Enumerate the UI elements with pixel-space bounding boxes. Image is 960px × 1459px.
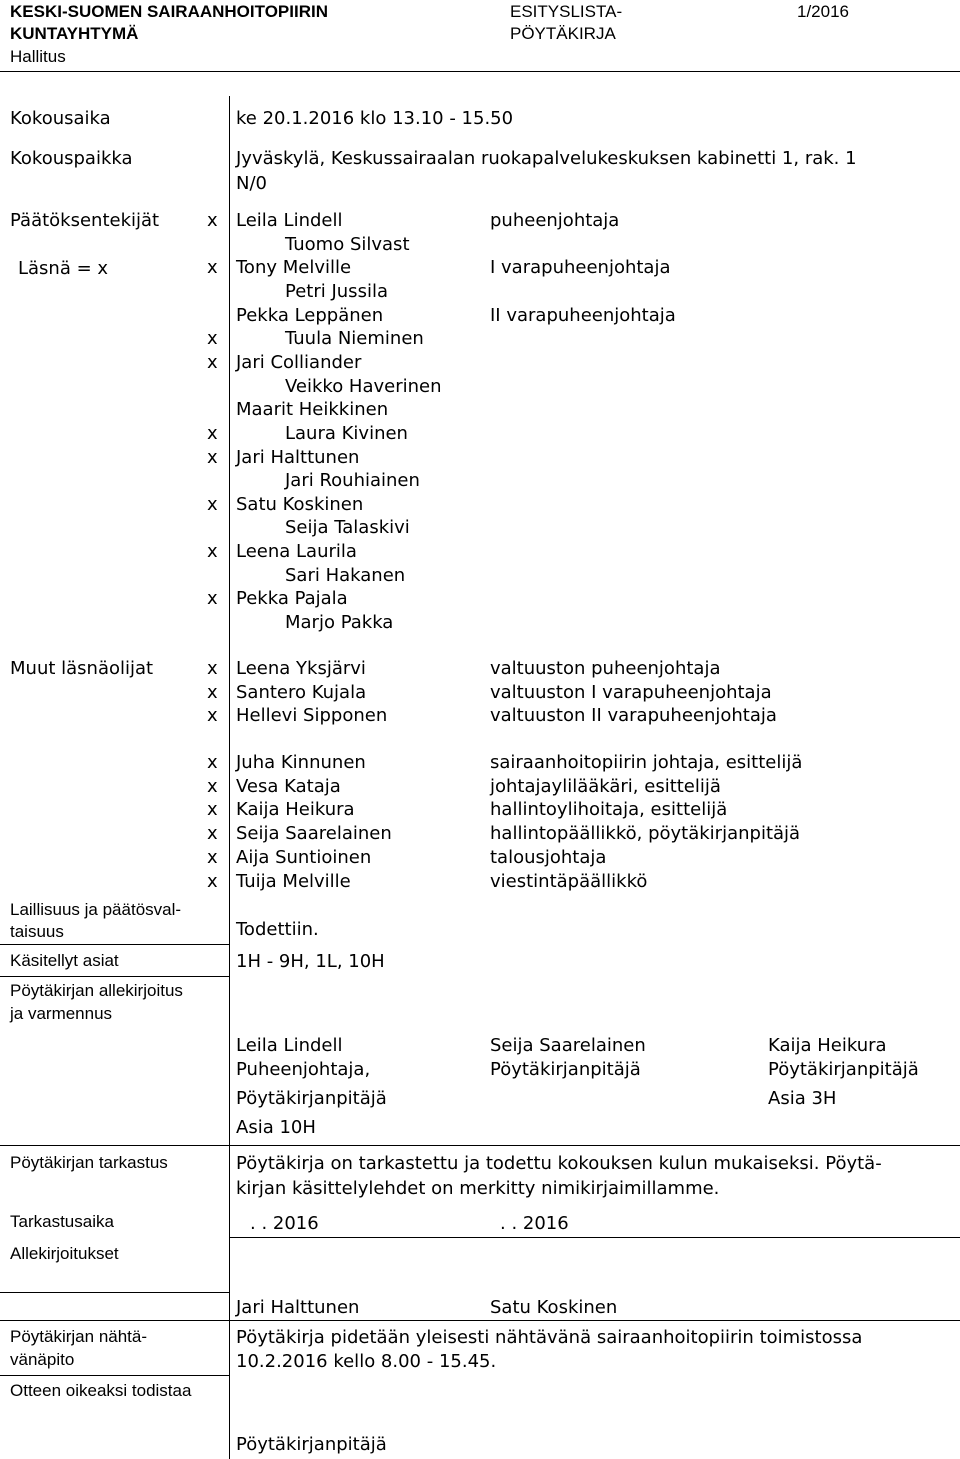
member-name: Satu Koskinen xyxy=(236,493,364,515)
display-divider xyxy=(0,1375,229,1376)
member-name: Pekka Pajala xyxy=(236,588,348,610)
meeting-time-label: Kokousaika xyxy=(10,108,111,129)
official-presence-mark: x xyxy=(207,823,218,845)
official-presence-mark: x xyxy=(207,775,218,797)
official-name: Juha Kinnunen xyxy=(236,752,366,773)
organization-body: Hallitus xyxy=(10,47,66,66)
signing-label: Pöytäkirjan allekirjoitus xyxy=(10,981,183,1000)
official-presence-mark: x xyxy=(207,846,218,868)
official-presence-mark: x xyxy=(207,752,218,773)
official-presence-mark: x xyxy=(207,799,218,821)
display-text-cont: 10.2.2016 kello 8.00 - 15.45. xyxy=(236,1351,497,1372)
meeting-place-value: Jyväskylä, Keskussairaalan ruokapalvelukeskuksen kabinetti 1, rak. 1 xyxy=(236,148,857,169)
official-role: sairaanhoitopiirin johtaja, esittelijä xyxy=(490,752,803,773)
official-name: Seija Saarelainen xyxy=(236,823,392,845)
signer2-name: Seija Saarelainen xyxy=(490,1035,646,1056)
review-date-1: . . 2016 xyxy=(250,1213,319,1234)
member-role: I varapuheenjohtaja xyxy=(490,257,671,279)
header-divider xyxy=(0,71,960,72)
official-presence-mark: x xyxy=(207,870,218,892)
attendee-name: Santero Kujala xyxy=(236,681,367,703)
extract-signer-role: Pöytäkirjanpitäjä xyxy=(236,1434,387,1455)
signer1-item: Asia 10H xyxy=(236,1117,316,1138)
meeting-place-label: Kokouspaikka xyxy=(10,148,133,169)
document-type-line1: ESITYSLISTA- xyxy=(510,2,623,21)
attendee-role: valtuuston puheenjohtaja xyxy=(490,658,721,679)
review-signatures-divider xyxy=(0,1292,229,1293)
review-divider xyxy=(0,1320,960,1321)
member-name: Tuomo Silvast xyxy=(285,233,410,255)
member-name: Jari Rouhiainen xyxy=(285,470,420,492)
member-name: Petri Jussila xyxy=(285,280,388,302)
presence-legend: Läsnä = x xyxy=(18,258,109,279)
attendee-name: Hellevi Sipponen xyxy=(236,705,388,727)
member-presence-mark: x xyxy=(207,351,218,373)
signer3-name: Kaija Heikura xyxy=(768,1035,887,1056)
signing-label-cont: ja varmennus xyxy=(10,1004,113,1023)
reviewer1-name: Jari Halttunen xyxy=(236,1297,360,1318)
items-divider xyxy=(0,976,229,977)
legality-label: Laillisuus ja päätösval- xyxy=(10,900,182,919)
review-text: Pöytäkirja on tarkastettu ja todettu kokouksen kulun mukaiseksi. Pöytä- xyxy=(236,1153,882,1174)
document-number: 1/2016 xyxy=(797,2,849,21)
member-name: Marjo Pakka xyxy=(285,612,394,634)
legality-divider xyxy=(0,944,229,945)
review-date-divider xyxy=(229,1237,960,1238)
signer3-role: Pöytäkirjanpitäjä xyxy=(768,1059,919,1080)
official-name: Aija Suntioinen xyxy=(236,846,372,868)
official-role: hallintopäällikkö, pöytäkirjanpitäjä xyxy=(490,823,801,845)
official-role: talousjohtaja xyxy=(490,846,607,868)
attendee-presence-mark: x xyxy=(207,658,218,679)
items-value: 1H - 9H, 1L, 10H xyxy=(236,951,385,972)
display-label: Pöytäkirjan nähtä- xyxy=(10,1327,148,1346)
member-name: Veikko Haverinen xyxy=(285,375,442,397)
member-presence-mark: x xyxy=(207,422,218,444)
member-name: Laura Kivinen xyxy=(285,422,408,444)
attendee-presence-mark: x xyxy=(207,705,218,727)
member-presence-mark: x xyxy=(207,210,218,231)
extract-label: Otteen oikeaksi todistaa xyxy=(10,1381,192,1400)
member-name: Tuula Nieminen xyxy=(285,328,424,350)
decision-makers-label: Päätöksentekijät xyxy=(10,210,160,231)
review-signatures-label: Allekirjoitukset xyxy=(10,1244,119,1263)
items-label: Käsitellyt asiat xyxy=(10,951,119,970)
member-role: puheenjohtaja xyxy=(490,210,620,231)
display-label-cont: vänäpito xyxy=(10,1350,75,1369)
signing-divider xyxy=(0,1145,960,1146)
member-name: Pekka Leppänen xyxy=(236,304,384,326)
attendee-name: Leena Yksjärvi xyxy=(236,658,366,679)
attendee-presence-mark: x xyxy=(207,681,218,703)
member-name: Tony Melville xyxy=(236,257,352,279)
reviewer2-name: Satu Koskinen xyxy=(490,1297,618,1318)
member-presence-mark: x xyxy=(207,493,218,515)
attendee-role: valtuuston I varapuheenjohtaja xyxy=(490,681,772,703)
attendee-role: valtuuston II varapuheenjohtaja xyxy=(490,705,777,727)
legality-value: Todettiin. xyxy=(236,919,319,940)
signer1-role-cont: Pöytäkirjanpitäjä xyxy=(236,1088,387,1109)
organization-name-line2: KUNTAYHTYMÄ xyxy=(10,24,139,43)
review-date-2: . . 2016 xyxy=(500,1213,569,1234)
review-text-cont: kirjan käsittelylehdet on merkitty nimikirjaimillamme. xyxy=(236,1178,720,1199)
meeting-place-value-cont: N/0 xyxy=(236,173,267,194)
member-name: Seija Talaskivi xyxy=(285,517,410,539)
legality-label-cont: taisuus xyxy=(10,922,64,941)
member-name: Maarit Heikkinen xyxy=(236,399,389,421)
others-label: Muut läsnäolijat xyxy=(10,658,154,679)
official-name: Kaija Heikura xyxy=(236,799,355,821)
member-presence-mark: x xyxy=(207,541,218,563)
member-name: Sari Hakanen xyxy=(285,564,406,586)
signer1-role: Puheenjohtaja, xyxy=(236,1059,371,1080)
official-role: johtajaylilääkäri, esittelijä xyxy=(490,775,721,797)
member-name: Leena Laurila xyxy=(236,541,357,563)
column-divider xyxy=(229,96,230,1459)
organization-name-line1: KESKI-SUOMEN SAIRAANHOITOPIIRIN xyxy=(10,2,328,21)
official-name: Tuija Melville xyxy=(236,870,351,892)
member-presence-mark: x xyxy=(207,446,218,468)
member-presence-mark: x xyxy=(207,588,218,610)
signer2-role: Pöytäkirjanpitäjä xyxy=(490,1059,641,1080)
signer3-item: Asia 3H xyxy=(768,1088,837,1109)
member-name: Jari Halttunen xyxy=(236,446,360,468)
member-name: Jari Colliander xyxy=(236,351,362,373)
meeting-time-value: ke 20.1.2016 klo 13.10 - 15.50 xyxy=(236,108,514,129)
member-presence-mark: x xyxy=(207,257,218,279)
official-role: hallintoylihoitaja, esittelijä xyxy=(490,799,728,821)
member-presence-mark: x xyxy=(207,328,218,350)
document-type-line2: PÖYTÄKIRJA xyxy=(510,24,616,43)
official-role: viestintäpäällikkö xyxy=(490,870,648,892)
signer1-name: Leila Lindell xyxy=(236,1035,343,1056)
review-date-label: Tarkastusaika xyxy=(10,1212,114,1231)
review-label: Pöytäkirjan tarkastus xyxy=(10,1153,168,1172)
display-text: Pöytäkirja pidetään yleisesti nähtävänä sairaanhoitopiirin toimistossa xyxy=(236,1327,863,1348)
member-name: Leila Lindell xyxy=(236,210,343,231)
official-name: Vesa Kataja xyxy=(236,775,341,797)
member-role: II varapuheenjohtaja xyxy=(490,304,676,326)
